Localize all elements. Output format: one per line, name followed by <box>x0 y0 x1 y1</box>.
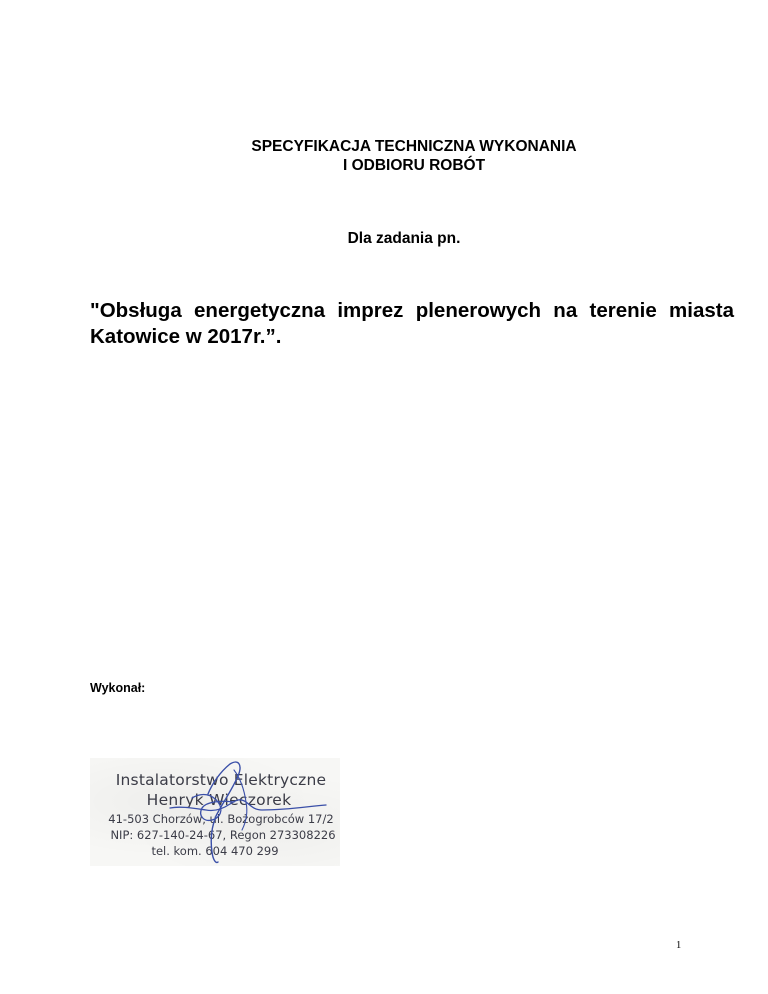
stamp-tax-ids: NIP: 627-140-24-67, Regon 273308226 <box>110 828 336 842</box>
author-label: Wykonał: <box>90 681 146 695</box>
task-label: Dla zadania pn. <box>347 230 461 247</box>
spec-title-line-1: SPECYFIKACJA TECHNICZNA WYKONANIA <box>251 138 577 155</box>
company-stamp <box>90 758 340 866</box>
project-name: "Obsługa energetyczna imprez plenerowych na terenie miasta Katowice w 2017r.”. <box>90 299 734 348</box>
stamp-phone: tel. kom. 604 470 299 <box>151 844 279 858</box>
stamp-address: 41-503 Chorzów, ul. Bożogrobców 17/2 <box>108 812 334 826</box>
spec-title-line-2: I ODBIORU ROBÓT <box>342 157 486 174</box>
stamp-owner-name: Henryk Wieczorek <box>146 791 292 809</box>
stamp-company-name: Instalatorstwo Elektryczne <box>115 771 327 789</box>
page-number: 1 <box>676 940 682 951</box>
